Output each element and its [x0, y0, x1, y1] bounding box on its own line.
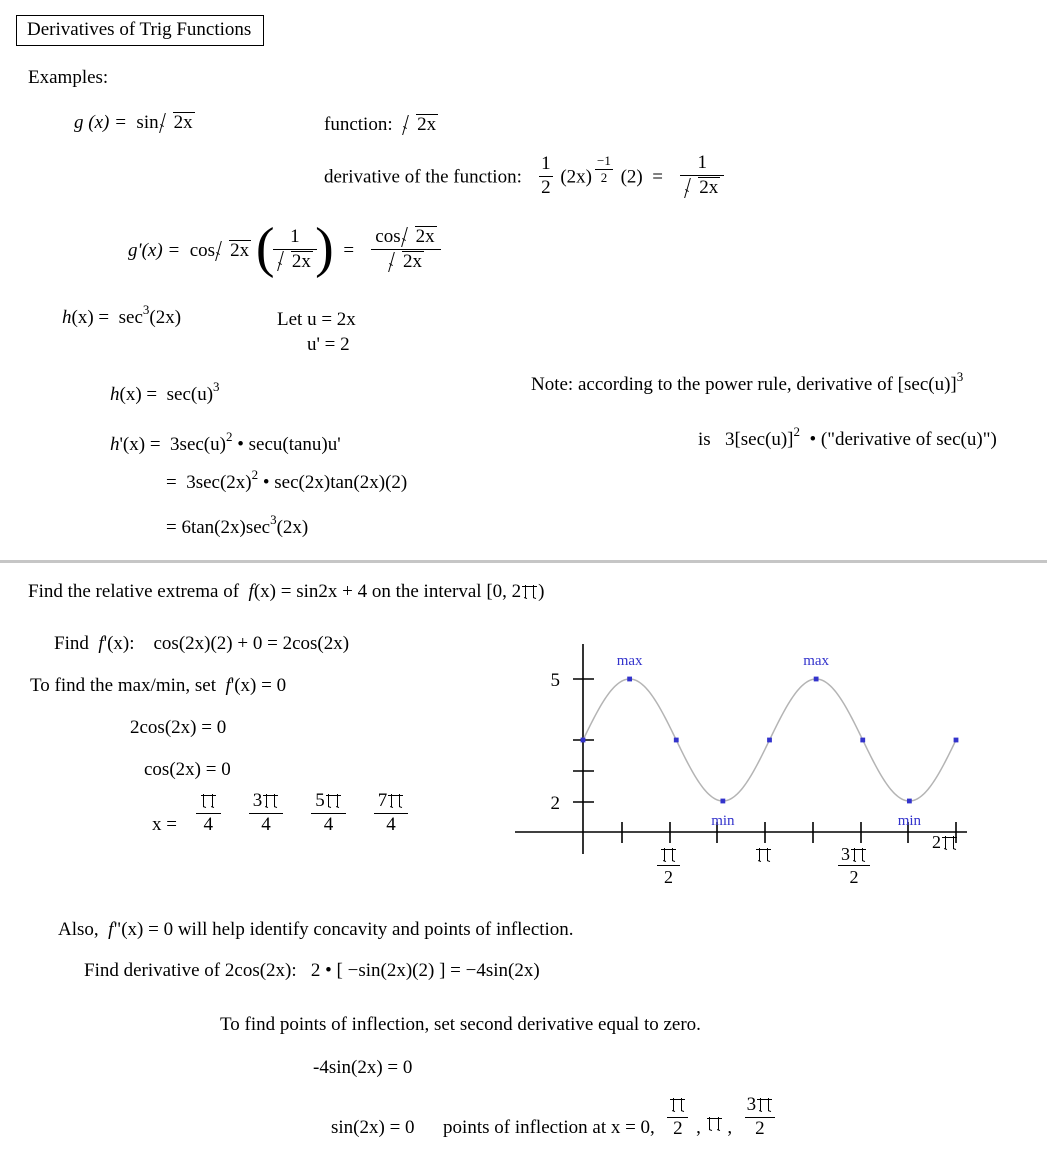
set-derivative-zero-line: To find the max/min, set f'(x) = 0 [30, 675, 287, 696]
exponent-2: 2 [251, 466, 259, 482]
sec-label: sec [118, 307, 143, 328]
fraction-one-over-sqrt-2x: $\frac{1}{2x}$ [680, 153, 724, 199]
data-point [907, 799, 912, 804]
pi-symbol [388, 793, 403, 808]
radical-2x: 2x [216, 240, 251, 262]
equation-h-definition: $h(x) = \sec^3(2x)$ [62, 301, 182, 328]
function-label: function: [324, 114, 393, 135]
solution-fraction: $\frac{3}{4}$ [249, 791, 284, 836]
exponent-2: 2 [793, 423, 801, 439]
solution-fraction: 4 [196, 791, 221, 836]
fraction-3pi-over-2: $\frac{3}{2}$ [745, 1095, 776, 1140]
pi-symbol [263, 793, 278, 808]
sin-label: sin [136, 112, 159, 133]
equation-2cos2x-zero: 2cos(2x) = 0 [130, 717, 227, 738]
solution-fraction: $\frac{7}{4}$ [374, 791, 409, 836]
substitution-u-prime: u' = 2 [307, 334, 350, 355]
extrema-prompt: Find the relative extrema of f(x) = sin2x + 4 on the interval [0, 2 ) [28, 581, 545, 602]
x-tick-label-3pi-over-2: $\frac{3}{2}$ [838, 844, 870, 888]
fraction-cos-over-sqrt: $\frac{\cos 2x}{2x}$ [371, 226, 440, 273]
pi-symbol [522, 584, 537, 599]
pi-symbol [757, 1097, 772, 1112]
radical-2x: 2x [160, 112, 195, 134]
equation-h-prime-line1: $h'(x) = 3\sec(u)^2$ • secu(tanu)u' [110, 428, 341, 455]
exponent-3: 3 [213, 378, 220, 394]
y-tick-label-2: 2 [550, 793, 560, 814]
y-tick-label-5: 5 [550, 670, 560, 691]
equation-h-prime-line2: = $3\sec(2x)^2$ • sec(2x)tan(2x)(2) [166, 466, 408, 493]
equation-h-prime-line3: = $6\tan(2x)\sec^3(2x)$ [166, 511, 309, 538]
fraction-one-half: $\frac{1}{2}$ [541, 152, 551, 198]
big-parentheses-group [256, 225, 334, 275]
pi-symbol [942, 835, 957, 850]
fraction-one-over-sqrt-2x: ( $\frac{1}{2x}$ [273, 227, 317, 273]
data-point [674, 738, 679, 743]
max-annotation: max [616, 653, 643, 669]
examples-heading: Examples: [28, 67, 109, 88]
equation-g-prime [128, 225, 444, 275]
exponent-3: 3 [270, 511, 277, 527]
min-annotation: min [897, 813, 922, 829]
radical-2x: 2x [389, 251, 424, 273]
pi-symbol [756, 847, 771, 862]
x-tick-label-2pi: 2 [932, 832, 958, 853]
second-derivative-work: Find derivative of 2cos(2x): 2 • [ −sin(2x)(2) ] = −4sin(2x) [84, 960, 540, 981]
solution-fractions [182, 790, 423, 835]
data-point [767, 738, 772, 743]
derivative-label: derivative of the function: [324, 166, 522, 188]
radical-2x: 2x [685, 177, 720, 199]
times-two: (2) [620, 166, 643, 188]
data-point [954, 738, 959, 743]
exponent-3: 3 [142, 301, 150, 317]
x-equals-label: x = [152, 813, 177, 835]
exponent-3: 3 [956, 368, 964, 384]
substitution-let-u: Let u = 2x [277, 309, 356, 330]
max-annotation: max [803, 653, 830, 669]
section-divider [0, 560, 1047, 563]
radical-2x: 2x [278, 251, 313, 273]
solution-fraction: $\frac{5}{4}$ [311, 791, 346, 836]
page-title [16, 15, 264, 46]
page-title-text: Derivatives of Trig Functions [27, 19, 252, 40]
concavity-intro: Also, f"(x) = 0 will help identify concavity and points of inflection. [58, 919, 574, 940]
min-annotation: min [711, 813, 735, 829]
power-rule-note-line1: Note: according to the power rule, derivative of $[\sec(u)]^3$ [531, 368, 964, 395]
equation-h-of-u: $h(x) = \sec(u)^3$ [110, 378, 220, 405]
equation-g-definition [74, 112, 195, 134]
fraction-pi-over-2: 2 [667, 1095, 688, 1140]
radical-2x: 2x [403, 114, 438, 136]
exponent-neg-one-half: $\frac{-1}{2}$ [597, 153, 611, 186]
pi-symbol [201, 793, 216, 808]
power-rule-note-line2: is $3[\sec(u)]^2$ • ("derivative of sec(u)") [698, 423, 997, 450]
graph-svg [505, 636, 985, 886]
equation-neg4sin-zero: -4sin(2x) = 0 [313, 1057, 413, 1078]
g-prime-lhs: g'(x) = [128, 239, 181, 261]
pi-symbol [851, 847, 866, 862]
derivative-note [324, 152, 727, 201]
data-point [814, 677, 819, 682]
sine-graph [505, 636, 985, 886]
data-point [860, 738, 865, 743]
x-tick-label-pi-over-2: 2 [657, 844, 680, 888]
solutions-row [152, 790, 422, 838]
data-point [627, 677, 632, 682]
data-points [581, 677, 959, 804]
data-point [720, 799, 725, 804]
cos-label: cos [189, 239, 216, 261]
pi-symbol [661, 847, 676, 862]
find-f-prime-line: Find f'(x): cos(2x)(2) + 0 = 2cos(2x) [54, 633, 350, 654]
base-2x: (2x) [560, 166, 593, 188]
equals-sign: = [652, 166, 663, 188]
equation-cos2x-zero: cos(2x) = 0 [144, 759, 231, 780]
g-lhs: g (x) = [74, 112, 127, 133]
inflection-prompt: To find points of inflection, set second derivative equal to zero. [220, 1014, 701, 1035]
data-point [581, 738, 586, 743]
inflection-points-line: sin(2x) = 0 points of inflection at x = 0, 2 , , $\frac{3}{2}$ [331, 1097, 778, 1142]
x-tick-label-pi [755, 844, 772, 865]
equals-sign: = [343, 239, 355, 261]
pi-symbol [707, 1116, 722, 1131]
function-note [324, 114, 438, 136]
pi-symbol [326, 793, 341, 808]
exponent-2: 2 [225, 428, 233, 444]
pi-symbol [670, 1097, 685, 1112]
radical-2x: 2x [402, 226, 437, 248]
